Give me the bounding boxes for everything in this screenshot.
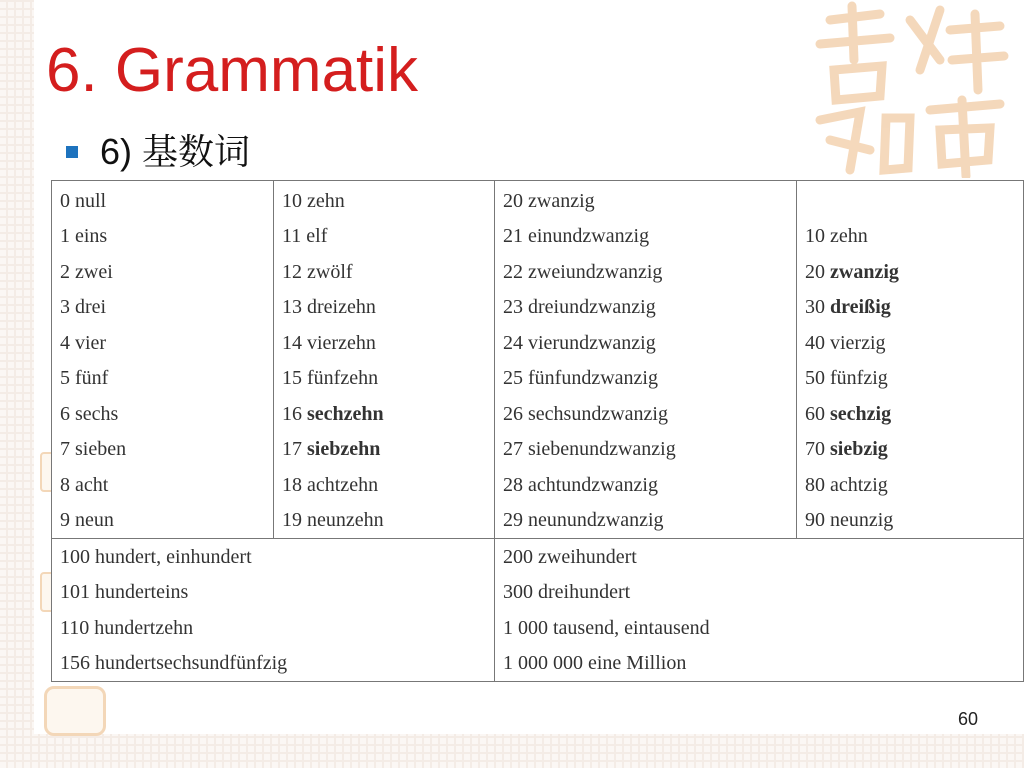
table-cell: 26 sechsundzwanzig <box>503 403 668 425</box>
table-upper-section <box>52 181 1023 539</box>
cell-word: zwölf <box>307 261 353 283</box>
seal-logo-small <box>44 686 106 736</box>
cell-number: 20 <box>805 261 825 283</box>
left-decorative-stripe <box>0 0 34 768</box>
cell-number: 13 <box>282 296 302 318</box>
cell-word: zehn <box>830 225 868 247</box>
column-10-19 <box>274 181 495 538</box>
table-cell: 7 sieben <box>60 438 127 460</box>
cell-number: 90 <box>805 509 825 531</box>
table-cell <box>282 191 345 211</box>
cell-number: 30 <box>805 296 825 318</box>
cell-word: achtzehn <box>307 474 379 496</box>
cell-word: achtzig <box>830 474 888 496</box>
square-bullet-icon <box>66 146 78 158</box>
table-cell: 20 zwanzig <box>503 190 595 212</box>
table-cell <box>805 439 888 459</box>
cell-word: vierzehn <box>307 332 376 354</box>
table-cell <box>805 475 888 495</box>
column-20-29 <box>495 181 797 538</box>
table-cell <box>805 404 891 424</box>
table-cell: 300 dreihundert <box>503 581 631 603</box>
table-cell: 24 vierundzwanzig <box>503 332 656 354</box>
table-cell: 100 hundert, einhundert <box>60 546 252 568</box>
numbers-table <box>51 180 1024 682</box>
column-tens <box>797 181 1023 538</box>
table-cell: 29 neunundzwanzig <box>503 509 664 531</box>
cell-word-bold: dreißig <box>830 296 891 318</box>
table-cell <box>282 262 353 282</box>
table-cell: 28 achtundzwanzig <box>503 474 658 496</box>
table-cell: 1 eins <box>60 225 108 247</box>
table-cell: 22 zweiundzwanzig <box>503 261 663 283</box>
table-cell <box>805 333 886 353</box>
table-cell: 3 drei <box>60 296 107 318</box>
cell-word: neunzehn <box>307 509 384 531</box>
table-cell: 23 dreiundzwanzig <box>503 296 656 318</box>
table-cell: 110 hundertzehn <box>60 617 194 639</box>
table-lower-section <box>52 539 1023 681</box>
table-cell: 1 000 000 eine Million <box>503 652 687 674</box>
cell-word-bold: sechzehn <box>307 403 384 425</box>
table-cell: 0 null <box>60 190 107 212</box>
slide-title: 6. Grammatik <box>46 36 419 105</box>
table-cell <box>805 226 868 246</box>
table-cell: 4 vier <box>60 332 107 354</box>
table-cell: 9 neun <box>60 509 114 531</box>
table-cell: 200 zweihundert <box>503 546 637 568</box>
table-cell <box>282 510 384 530</box>
table-cell <box>282 333 376 353</box>
table-cell <box>282 297 376 317</box>
cell-number: 10 <box>282 190 302 212</box>
column-large-numbers <box>495 539 1023 681</box>
cell-word: fünfzehn <box>307 367 379 389</box>
cell-number: 17 <box>282 438 302 460</box>
table-cell <box>805 510 893 530</box>
table-cell <box>282 439 380 459</box>
cell-number: 60 <box>805 403 825 425</box>
cell-number: 16 <box>282 403 302 425</box>
cell-word: elf <box>306 225 328 247</box>
cell-number: 80 <box>805 474 825 496</box>
table-cell: 2 zwei <box>60 261 113 283</box>
column-hundreds <box>52 539 495 681</box>
cell-number: 12 <box>282 261 302 283</box>
page-number: 60 <box>958 709 979 729</box>
cell-word-bold: sechzig <box>830 403 892 425</box>
bullet-item <box>66 131 251 172</box>
cell-number: 40 <box>805 332 825 354</box>
table-cell: 156 hundertsechsundfünfzig <box>60 652 288 674</box>
table-cell <box>282 475 378 495</box>
table-cell: 27 siebenundzwanzig <box>503 438 676 460</box>
cell-number: 15 <box>282 367 302 389</box>
table-cell <box>282 368 378 388</box>
cell-word: fünfzig <box>830 367 888 389</box>
cell-word: neunzig <box>830 509 894 531</box>
cell-number: 50 <box>805 367 825 389</box>
cell-word: vierzig <box>830 332 886 354</box>
table-cell: 5 fünf <box>60 367 109 389</box>
table-cell: 6 sechs <box>60 403 119 425</box>
cell-number: 18 <box>282 474 302 496</box>
seal-logo-large <box>790 0 1020 178</box>
table-cell: 25 fünfundzwanzig <box>503 367 658 389</box>
cell-number: 14 <box>282 332 302 354</box>
table-cell <box>805 368 888 388</box>
cell-word: dreizehn <box>307 296 376 318</box>
table-cell: 21 einundzwanzig <box>503 225 650 247</box>
cell-number: 10 <box>805 225 825 247</box>
cell-word-bold: siebzig <box>830 438 888 460</box>
bullet-text: 6) 基数词 <box>100 131 251 172</box>
cell-word-bold: zwanzig <box>830 261 899 283</box>
table-cell <box>805 262 899 282</box>
table-cell <box>805 297 891 317</box>
column-0-9 <box>52 181 274 538</box>
cell-number: 19 <box>282 509 302 531</box>
table-cell: 1 000 tausend, eintausend <box>503 617 710 639</box>
table-cell <box>282 226 327 246</box>
cell-word-bold: siebzehn <box>307 438 381 460</box>
cell-number: 70 <box>805 438 825 460</box>
bottom-decorative-stripe <box>0 734 1024 768</box>
table-cell <box>282 404 384 424</box>
cell-number: 11 <box>282 225 302 247</box>
seal-logo-icon <box>790 0 1020 178</box>
cell-word: zehn <box>307 190 345 212</box>
table-cell: 8 acht <box>60 474 109 496</box>
table-cell: 101 hunderteins <box>60 581 189 603</box>
